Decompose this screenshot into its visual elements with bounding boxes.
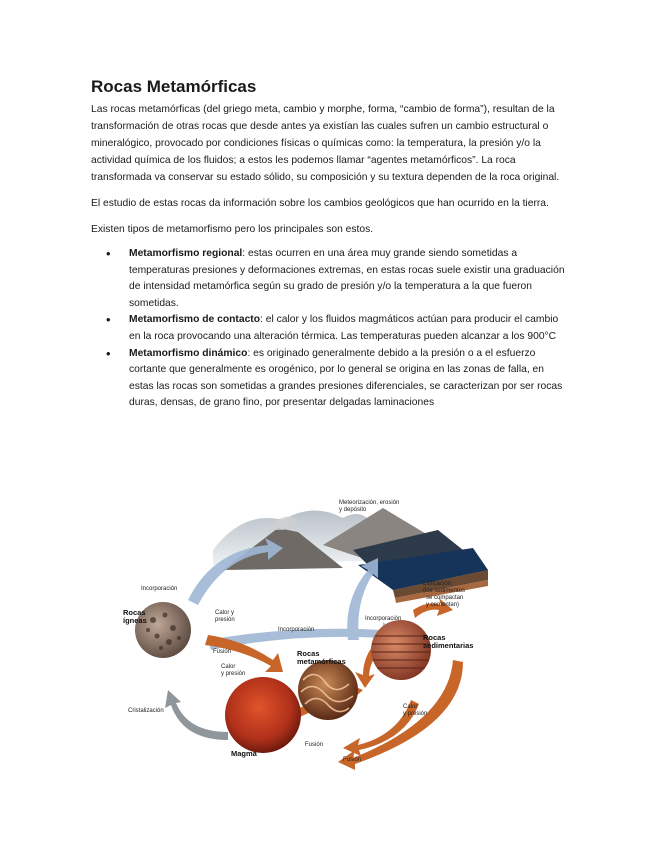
svg-text:Fusión: Fusión — [305, 742, 324, 748]
svg-text:y presión: y presión — [403, 711, 428, 717]
svg-text:Magma: Magma — [231, 749, 257, 758]
svg-text:Calor: Calor — [221, 664, 236, 670]
page-title: Rocas Metamórficas — [91, 77, 257, 96]
svg-text:ígneas: ígneas — [123, 616, 147, 625]
metamorphic-rock-sphere — [298, 660, 358, 720]
type-description: es originado generalmente debido a la presión o a el esfuerzo cortante que generalmente es orogénico, por lo general se origina en las zonas de falla, en estas las rocas son sometidas a grandes presiones diferenciales, se caracterizan por ser rocas duras, densas, de grano fino, por presentar delgadas laminaciones — [129, 347, 563, 409]
svg-text:y presión: y presión — [221, 671, 246, 677]
rock-cycle-diagram — [93, 490, 553, 775]
crystallization-arrow — [165, 690, 228, 740]
svg-text:Calor y: Calor y — [215, 610, 235, 616]
type-name: Metamorfismo de contacto — [129, 314, 261, 326]
svg-text:Incorporación: Incorporación — [278, 627, 315, 633]
svg-text:Fusión: Fusión — [213, 649, 232, 655]
rock-cycle-svg — [93, 490, 553, 775]
svg-text:y depósito: y depósito — [339, 507, 367, 513]
list-item: • Metamorfismo regional: estas ocurren en una área muy grande siendo sometidas a temperaturas presiones y deformaciones extremas, en estas rocas suele existir una graduación de intensidad metamórfica según su grado de presión y/o la temperatura a la que fueron sometidas. — [106, 246, 565, 309]
list-item: • Metamorfismo dinámico: es originado generalmente debido a la presión o a el esfuerzo cortante que generalmente es orogénico, por lo general se origina en las zonas de falla, en estas las rocas son sometidas a grandes presiones diferenciales, se caracterizan por ser rocas duras, densas, de grano fino, por presentar delgadas laminaciones — [106, 345, 563, 409]
type-name: Metamorfismo dinámico — [129, 347, 248, 359]
study-paragraph: El estudio de estas rocas da información sobre los cambios geológicos que han ocurrido en la tierra. — [91, 198, 549, 209]
sedimentary-rock-sphere — [371, 620, 431, 680]
document-body — [91, 76, 571, 412]
svg-text:presión: presión — [215, 617, 235, 623]
bullet-icon: • — [106, 312, 111, 328]
types-intro-paragraph: Existen tipos de metamorfismo pero los principales son estos. — [91, 224, 374, 235]
svg-text:(los sedimentos: (los sedimentos — [423, 588, 466, 594]
svg-text:Fusión: Fusión — [343, 757, 362, 763]
svg-text:Incorporación: Incorporación — [365, 616, 402, 622]
svg-text:metamórficas: metamórficas — [297, 657, 346, 666]
svg-text:sedimentarias: sedimentarias — [423, 641, 474, 650]
type-description: estas ocurren en una área muy grande siendo sometidas a temperaturas presiones y deformaciones extremas, en estas rocas suele existir una graduación de intensidad metamórfica según su grado de presión y/o la temperatura a la que fueron sometidas. — [129, 248, 565, 309]
svg-text:se compactan: se compactan — [426, 595, 464, 601]
svg-text:Rocas: Rocas — [423, 633, 446, 642]
magma-sphere — [225, 677, 301, 753]
svg-text:Cristalización: Cristalización — [128, 708, 164, 714]
svg-text:Litificación: Litificación — [423, 581, 452, 587]
list-item: • Metamorfismo de contacto: el calor y los fluidos magmáticos actúan para producir el cambio en la roca provocando una alteración térmica. Las temperaturas pueden alcanzar a los 900°C — [106, 312, 559, 342]
svg-text:Rocas: Rocas — [297, 649, 320, 658]
svg-text:Incorporación: Incorporación — [141, 586, 178, 592]
svg-text:Meteorización, erosión: Meteorización, erosión — [339, 500, 400, 506]
bullet-icon: • — [106, 246, 111, 261]
svg-text:Rocas: Rocas — [123, 608, 146, 617]
svg-text:Calor: Calor — [403, 704, 418, 710]
type-name: Metamorfismo regional — [129, 248, 243, 259]
svg-text:y cementan): y cementan) — [426, 602, 460, 608]
metamorphism-types-list — [91, 246, 571, 412]
bullet-icon: • — [106, 345, 111, 361]
type-description: el calor y los fluidos magmáticos actúan para producir el cambio en la roca provocando una alteración térmica. Las temperaturas pueden alcanzar a los 900°C — [129, 314, 559, 342]
intro-paragraph: Las rocas metamórficas (del griego meta, cambio y morphe, forma, “cambio de forma”), resultan de la transformación de otras rocas que desde antes ya existían las cuales sufren un cambio estructural o mineralógico, provocado por condiciones físicas o químicas como: la temperatura, la presión y/o la actividad química de los fluidos; a estos les podemos llamar “agentes metamórficos”. La roca transformada va conservar su estado sólido, su composición y su textura dependen de la roca original. — [91, 104, 560, 183]
